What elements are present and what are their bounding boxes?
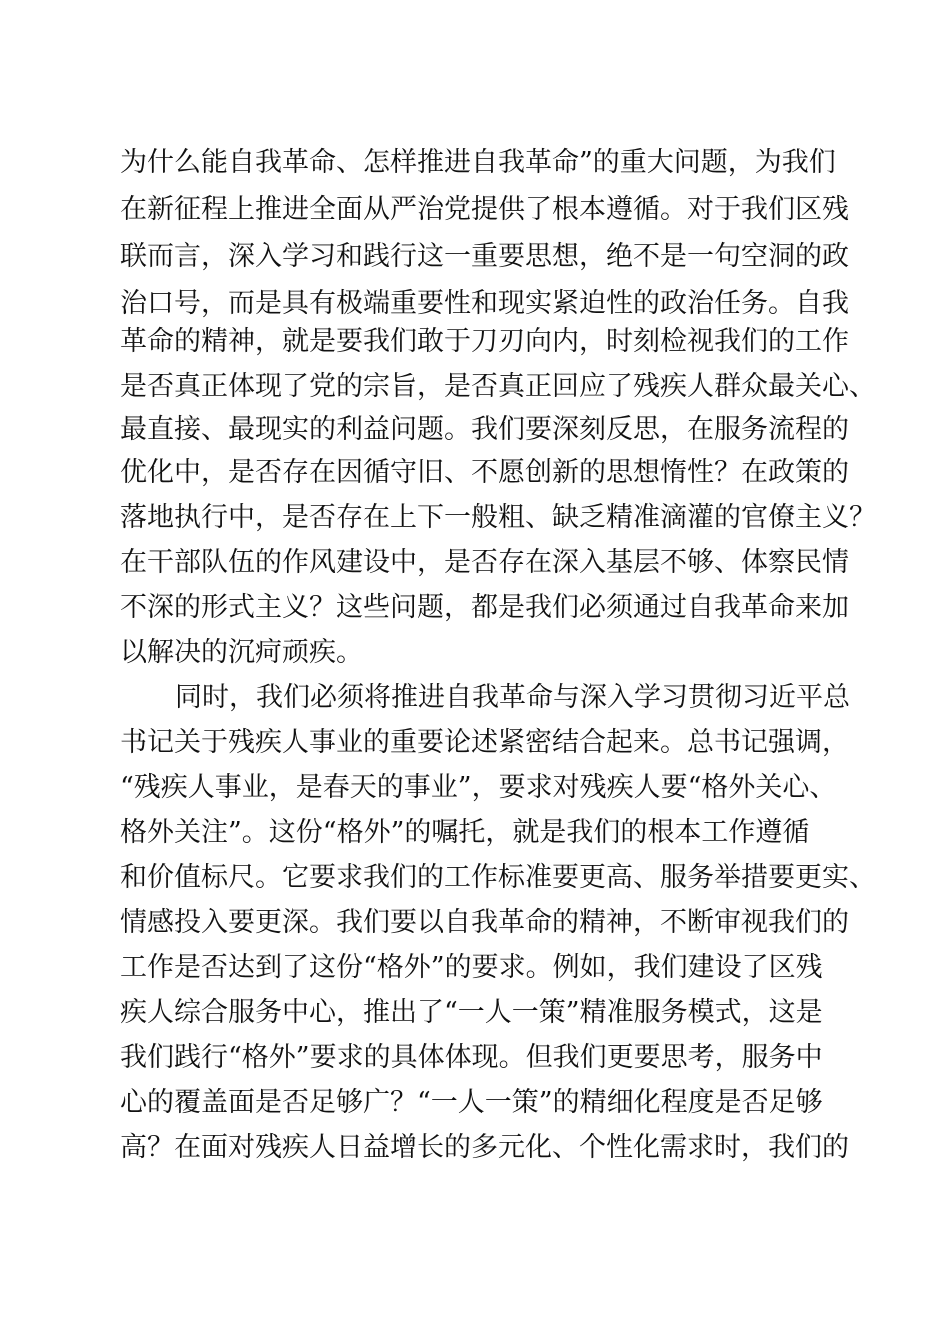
text-line: 在新征程上推进全面从严治党提供了根本遵循。对于我们区残 — [120, 194, 849, 225]
text-line: 我们践行“格外”要求的具体体现。但我们更要思考，服务中 — [120, 1042, 823, 1073]
text-line: 疾人综合服务中心，推出了“一人一策”精准服务模式，这是 — [120, 997, 823, 1028]
text-line: 落地执行中，是否存在上下一般粗、缺乏精准滴灌的官僚主义？ — [120, 502, 876, 533]
text-line: 最直接、最现实的利益问题。我们要深刻反思，在服务流程的 — [120, 414, 849, 445]
text-line: 联而言，深入学习和践行这一重要思想，绝不是一句空洞的政 — [120, 241, 849, 272]
text-line: 情感投入要更深。我们要以自我革命的精神，不断审视我们的 — [120, 907, 849, 938]
text-line: 工作是否达到了这份“格外”的要求。例如，我们建设了区残 — [120, 952, 823, 983]
paragraph-first-line: 同时，我们必须将推进自我革命与深入学习贯彻习近平总 — [175, 682, 850, 713]
text-line: 治口号，而是具有极端重要性和现实紧迫性的政治任务。自我 — [120, 288, 849, 319]
text-line: 不深的形式主义？这些问题，都是我们必须通过自我革命来加 — [120, 592, 849, 623]
text-line: 和价值标尺。它要求我们的工作标准要更高、服务举措要更实、 — [120, 862, 876, 893]
text-line: “残疾人事业，是春天的事业”，要求对残疾人要“格外关心、 — [120, 772, 837, 803]
text-line: 格外关注”。这份“格外”的嘱托，就是我们的根本工作遵循 — [120, 817, 810, 848]
text-line: 心的覆盖面是否足够广？“一人一策”的精细化程度是否足够 — [120, 1087, 823, 1118]
text-line: 革命的精神，就是要我们敢于刀刃向内，时刻检视我们的工作 — [120, 326, 849, 357]
text-line: 优化中，是否存在因循守旧、不愿创新的思想惰性？在政策的 — [120, 457, 849, 488]
text-line: 高？在面对残疾人日益增长的多元化、个性化需求时，我们的 — [120, 1132, 849, 1163]
text-line: 在干部队伍的作风建设中，是否存在深入基层不够、体察民情 — [120, 547, 849, 578]
text-line: 为什么能自我革命、怎样推进自我革命”的重大问题，为我们 — [120, 147, 836, 178]
text-line: 以解决的沉疴顽疾。 — [120, 637, 363, 668]
text-line: 书记关于残疾人事业的重要论述紧密结合起来。总书记强调， — [120, 727, 849, 758]
text-line: 是否真正体现了党的宗旨，是否真正回应了残疾人群众最关心、 — [120, 371, 876, 402]
